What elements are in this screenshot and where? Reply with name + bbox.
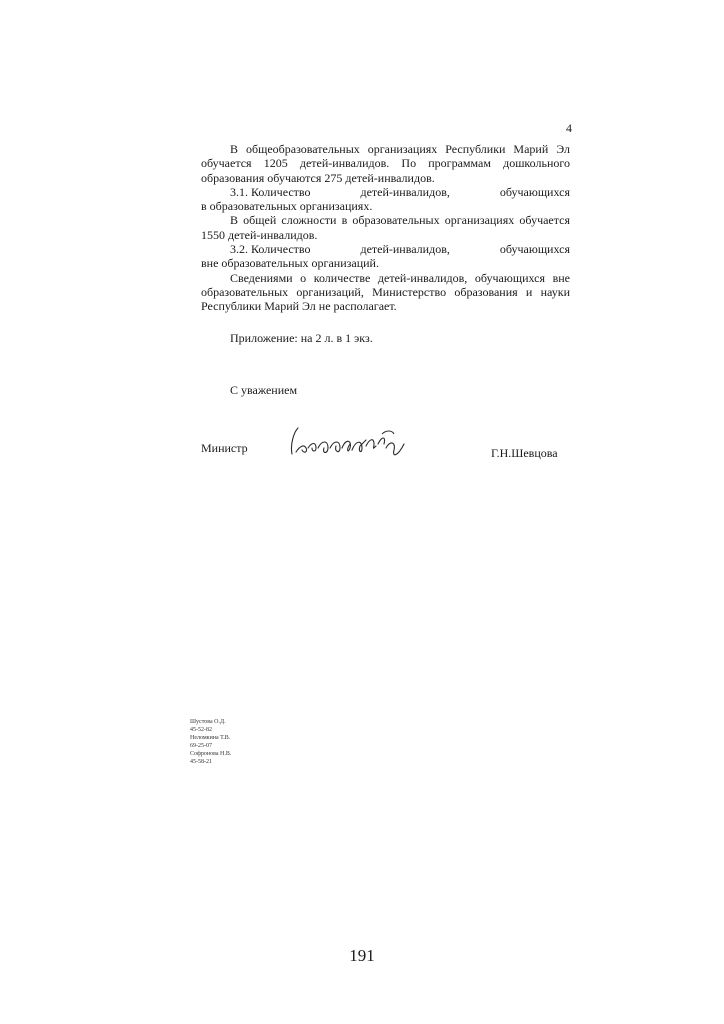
section-3-2-heading bbox=[201, 242, 570, 256]
contact-line: Шустова О.Д. bbox=[190, 719, 226, 725]
paragraph-overall-total: В общей сложности в образовательных организациях обучается 1550 детей-инвалидов. bbox=[201, 213, 570, 242]
contact-line: 45-52-82 bbox=[190, 727, 212, 733]
closing-phrase: С уважением bbox=[230, 383, 298, 397]
signatory-title: Министр bbox=[201, 441, 248, 455]
footer-page-number: 191 bbox=[349, 946, 375, 965]
contact-line: 69-25-07 bbox=[190, 743, 212, 749]
section-3-1-part-c: обучающихся bbox=[499, 184, 570, 199]
page-number: 4 bbox=[566, 121, 572, 135]
contact-line: Неломкина Т.В. bbox=[190, 735, 231, 741]
section-3-1-heading bbox=[201, 185, 570, 199]
signatory-name: Г.Н.Шевцова bbox=[491, 446, 558, 460]
contact-line: Софронова Н.В. bbox=[190, 751, 232, 757]
section-3-1-continuation: в образовательных организациях. bbox=[201, 199, 373, 214]
handwritten-signature bbox=[286, 418, 416, 464]
contact-list bbox=[190, 718, 231, 766]
contact-line: 45-58-21 bbox=[190, 759, 212, 765]
section-3-2-continuation: вне образовательных организаций. bbox=[201, 256, 379, 271]
section-3-2-part-a: 3.2. Количество bbox=[230, 242, 311, 257]
section-3-1-part-b: детей-инвалидов, bbox=[360, 184, 450, 199]
paragraph-no-data: Сведениями о количестве детей-инвалидов, обучающихся вне образовательных организаций, Министерство образования и науки Республики Марий Эл не располагает. bbox=[201, 270, 570, 314]
section-3-2-part-c: обучающихся bbox=[499, 242, 570, 257]
section-3-2-part-b: детей-инвалидов, bbox=[360, 242, 450, 257]
section-3-1-part-a: 3.1. Количество bbox=[230, 184, 311, 199]
paragraph-total-students: В общеобразовательных организациях Республики Марий Эл обучается 1205 детей-инвалидов. По программам дошкольного образования обучаются 275 детей-инвалидов. bbox=[201, 142, 570, 185]
appendix-note: Приложение: на 2 л. в 1 экз. bbox=[230, 331, 373, 345]
letter-body bbox=[201, 142, 570, 314]
